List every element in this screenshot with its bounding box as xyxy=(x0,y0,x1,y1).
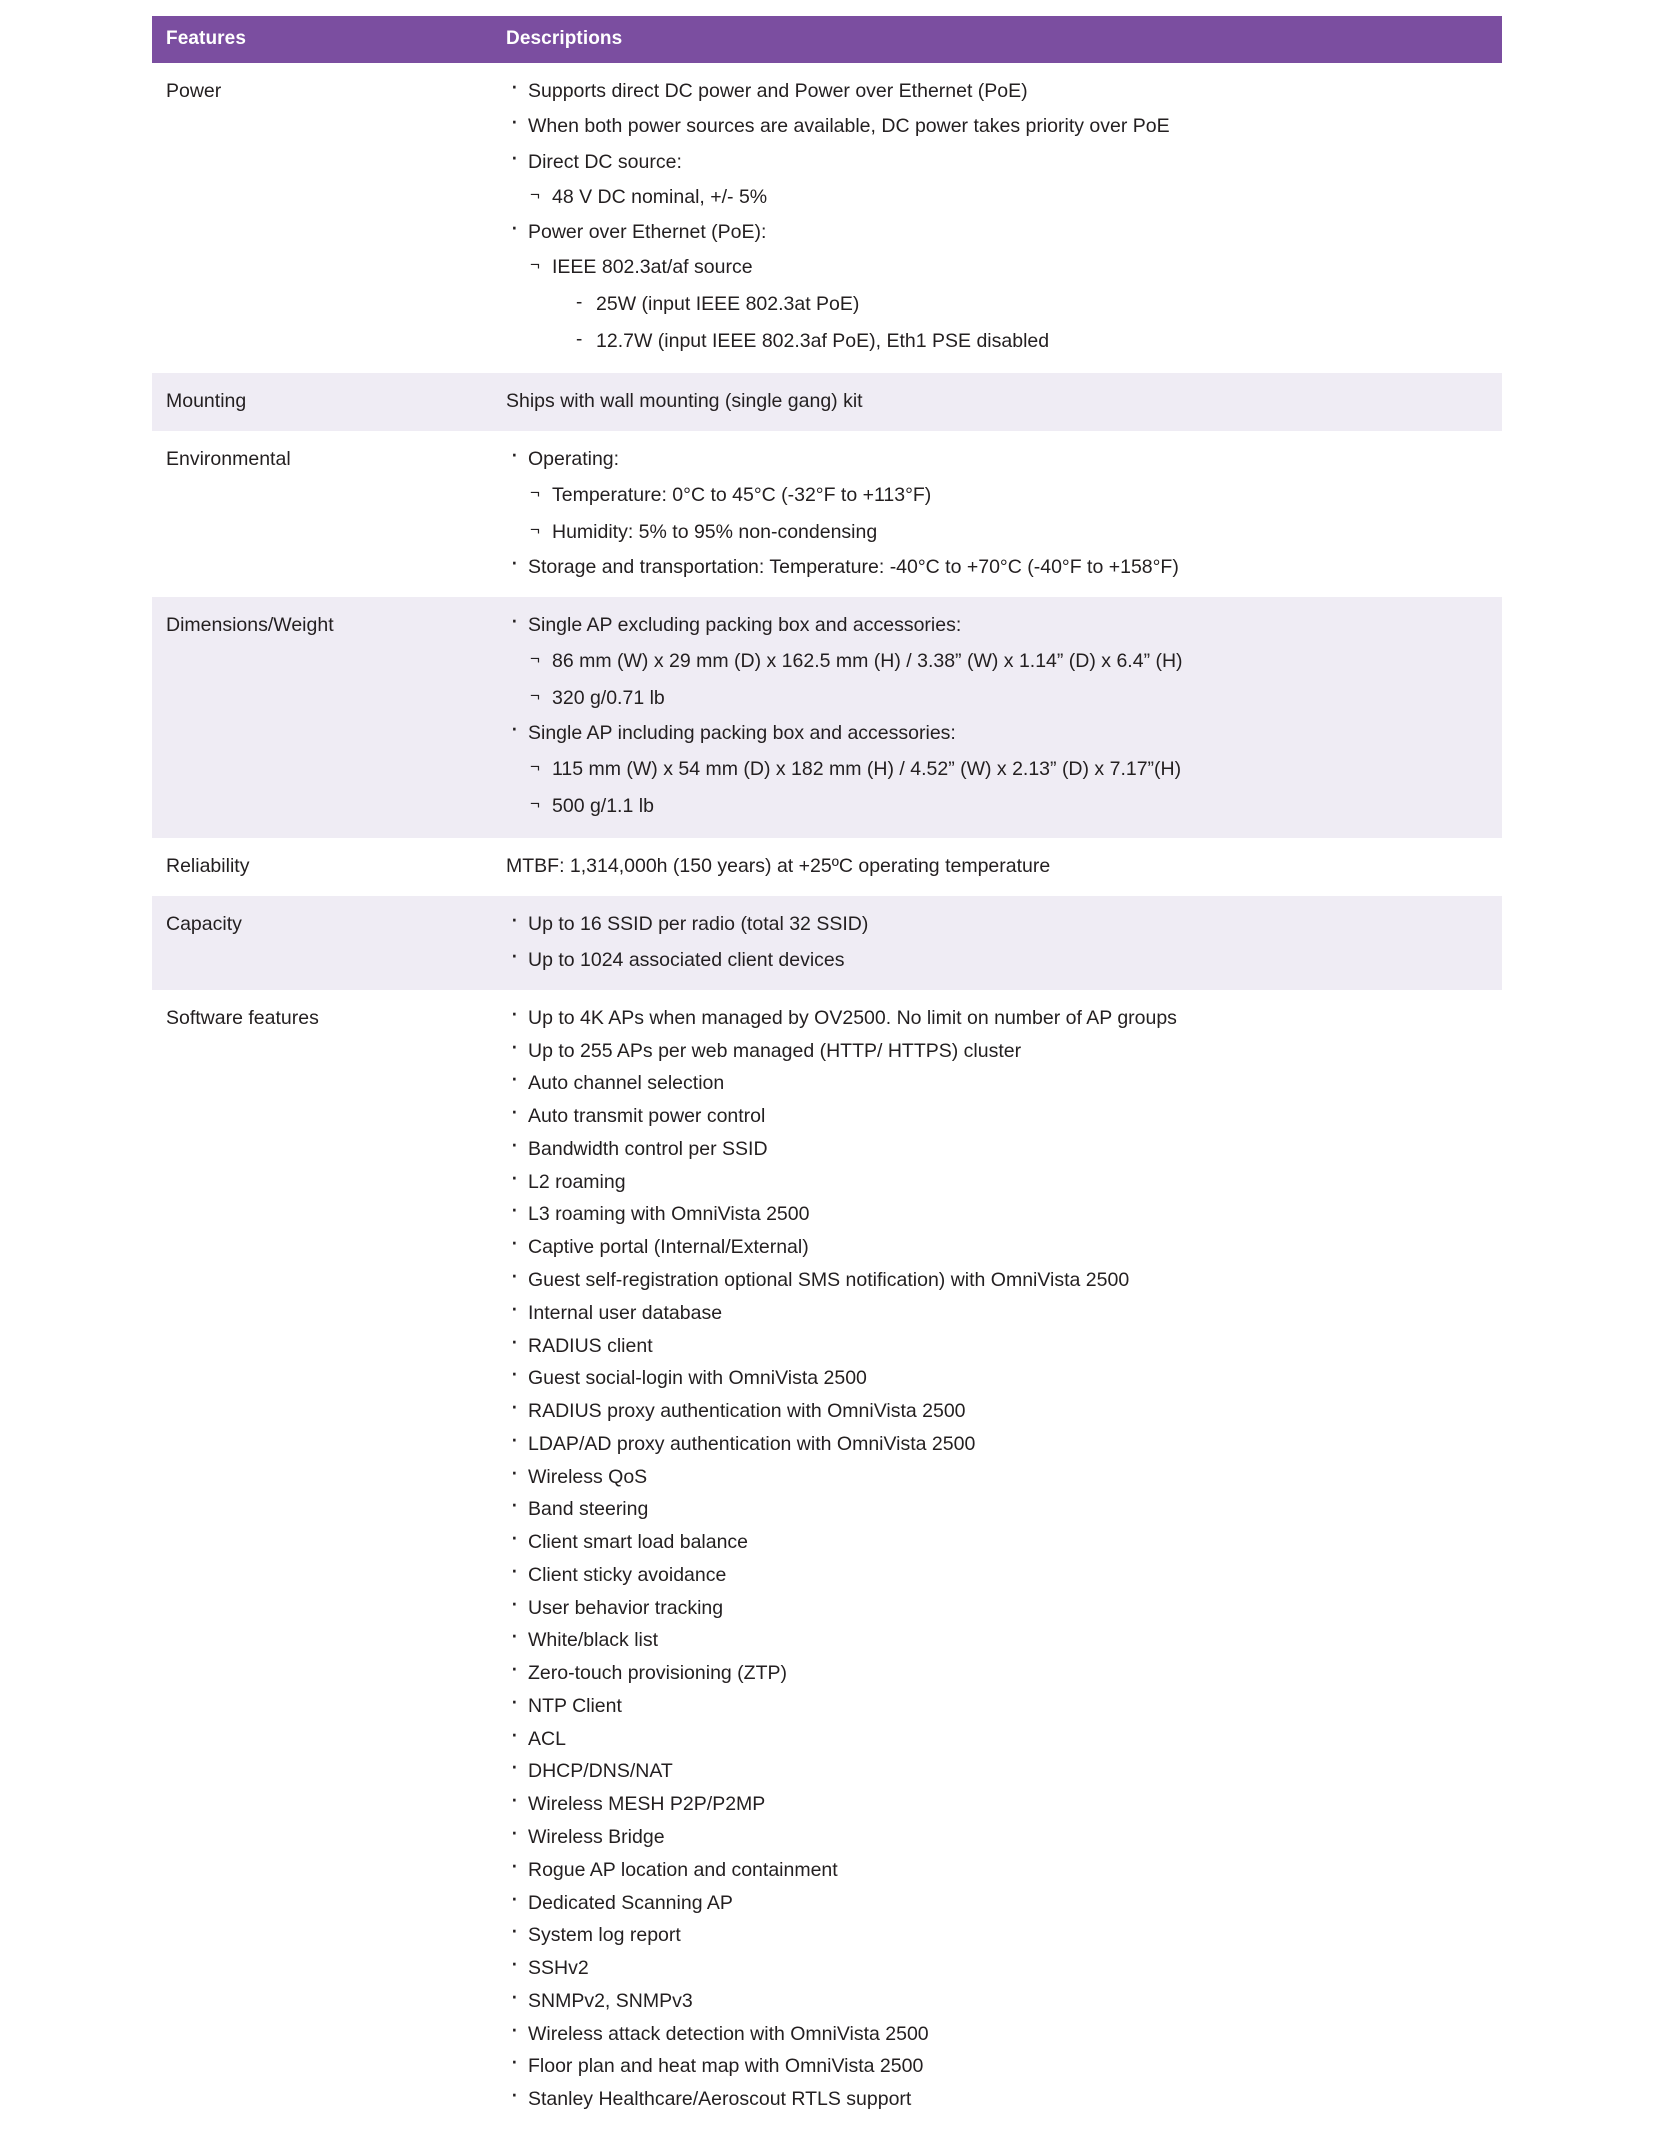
list-item xyxy=(506,1332,1488,1360)
list-item xyxy=(506,1594,1488,1622)
list-item-text: ¬ Temperature: 0°C to 45°C (-32°F to +113°F) xyxy=(552,481,931,509)
feature-cell: Dimensions/Weight xyxy=(152,597,492,838)
list-item-text: ¬ 115 mm (W) x 54 mm (D) x 182 mm (H) / 4.52” (W) x 2.13” (D) x 7.17”(H) xyxy=(552,755,1181,783)
list-item xyxy=(528,253,1488,355)
list-item xyxy=(506,1463,1488,1491)
list-item xyxy=(506,1430,1488,1458)
list-item-text: ¬ IEEE 802.3at/af source xyxy=(552,253,753,281)
list-item xyxy=(506,1626,1488,1654)
list-item xyxy=(506,1987,1488,2015)
table-row xyxy=(152,597,1502,838)
list-item xyxy=(506,1004,1488,1032)
feature-cell: Reliability xyxy=(152,838,492,896)
list-item-text: · RADIUS client xyxy=(528,1332,653,1360)
list-item-text: · Internal user database xyxy=(528,1299,722,1327)
table-row xyxy=(152,431,1502,597)
list-item-text: · Wireless MESH P2P/P2MP xyxy=(528,1790,765,1818)
list-item xyxy=(528,481,1488,509)
description-list-level-1 xyxy=(506,445,1488,581)
list-item xyxy=(552,290,1488,318)
list-item-text: · Floor plan and heat map with OmniVista 2500 xyxy=(528,2052,923,2080)
description-list-level-2 xyxy=(528,755,1488,821)
description-text: MTBF: 1,314,000h (150 years) at +25ºC operating temperature xyxy=(506,855,1051,878)
list-item xyxy=(506,77,1488,105)
list-item-text: · Dedicated Scanning AP xyxy=(528,1889,733,1917)
list-item-text: · Wireless Bridge xyxy=(528,1823,665,1851)
description-list-level-2 xyxy=(528,183,1488,211)
list-item-text: · User behavior tracking xyxy=(528,1594,723,1622)
list-item xyxy=(506,1364,1488,1392)
list-item-text: · When both power sources are available, DC power takes priority over PoE xyxy=(528,112,1170,140)
list-item xyxy=(506,1856,1488,1884)
list-item xyxy=(506,1921,1488,1949)
description-list-level-1 xyxy=(506,910,1488,974)
list-item xyxy=(506,910,1488,938)
list-item-text: · Wireless QoS xyxy=(528,1463,647,1491)
list-item xyxy=(506,1757,1488,1785)
list-item-text: · L2 roaming xyxy=(528,1168,626,1196)
list-item-text: · Single AP excluding packing box and accessories: xyxy=(528,611,961,639)
list-item xyxy=(506,218,1488,355)
list-item-text: · Single AP including packing box and accessories: xyxy=(528,719,956,747)
list-item xyxy=(506,1889,1488,1917)
list-item-text: ¬ 320 g/0.71 lb xyxy=(552,684,665,712)
list-item xyxy=(506,1233,1488,1261)
table-row xyxy=(152,63,1502,373)
list-item xyxy=(506,445,1488,546)
description-list-level-1 xyxy=(506,1004,1488,2114)
description-list-level-3 xyxy=(552,290,1488,356)
list-item-text: · NTP Client xyxy=(528,1692,622,1720)
list-item xyxy=(528,792,1488,820)
list-item xyxy=(506,1561,1488,1589)
list-item-text: · Guest self-registration optional SMS notification) with OmniVista 2500 xyxy=(528,1266,1129,1294)
list-item-text: · Band steering xyxy=(528,1495,648,1523)
list-item xyxy=(506,1528,1488,1556)
list-item-text: · Direct DC source: xyxy=(528,148,682,176)
table-row xyxy=(152,838,1502,896)
list-item-text: · Storage and transportation: Temperature: -40°C to +70°C (-40°F to +158°F) xyxy=(528,553,1179,581)
table-header xyxy=(152,16,1502,63)
list-item-text: · Power over Ethernet (PoE): xyxy=(528,218,766,246)
list-item xyxy=(528,755,1488,783)
list-item-text: · Captive portal (Internal/External) xyxy=(528,1233,809,1261)
list-item xyxy=(506,1725,1488,1753)
list-item xyxy=(506,1299,1488,1327)
list-item xyxy=(506,1659,1488,1687)
list-item xyxy=(506,1200,1488,1228)
list-item-text: · Supports direct DC power and Power over Ethernet (PoE) xyxy=(528,77,1028,105)
list-item xyxy=(506,553,1488,581)
list-item-text: · Auto channel selection xyxy=(528,1069,724,1097)
list-item-text: ¬ 500 g/1.1 lb xyxy=(552,792,654,820)
list-item-text: · Wireless attack detection with OmniVista 2500 xyxy=(528,2020,929,2048)
list-item-text: · SSHv2 xyxy=(528,1954,589,1982)
document-page xyxy=(0,16,1654,2134)
description-cell xyxy=(492,373,1502,431)
list-item xyxy=(506,1037,1488,1065)
list-item-text: · Bandwidth control per SSID xyxy=(528,1135,768,1163)
table-row xyxy=(152,990,1502,2134)
list-item xyxy=(506,1397,1488,1425)
list-item-text: · Stanley Healthcare/Aeroscout RTLS support xyxy=(528,2085,911,2113)
description-list-level-2 xyxy=(528,647,1488,713)
list-item-text: · LDAP/AD proxy authentication with OmniVista 2500 xyxy=(528,1430,975,1458)
list-item-text: · ACL xyxy=(528,1725,566,1753)
list-item-text: · SNMPv2, SNMPv3 xyxy=(528,1987,693,2015)
list-item xyxy=(506,2052,1488,2080)
list-item-text: ¬ 86 mm (W) x 29 mm (D) x 162.5 mm (H) / 3.38” (W) x 1.14” (D) x 6.4” (H) xyxy=(552,647,1183,675)
description-cell xyxy=(492,896,1502,990)
list-item xyxy=(506,1790,1488,1818)
list-item xyxy=(506,1495,1488,1523)
feature-cell: Environmental xyxy=(152,431,492,597)
list-item-text: · Guest social-login with OmniVista 2500 xyxy=(528,1364,867,1392)
list-item xyxy=(506,1069,1488,1097)
list-item xyxy=(528,518,1488,546)
list-item xyxy=(506,1102,1488,1130)
list-item xyxy=(506,1135,1488,1163)
list-item-text: ¬ 48 V DC nominal, +/- 5% xyxy=(552,183,767,211)
description-cell xyxy=(492,597,1502,838)
list-item-text: - 25W (input IEEE 802.3at PoE) xyxy=(596,290,859,318)
list-item xyxy=(506,1266,1488,1294)
list-item xyxy=(506,1692,1488,1720)
list-item xyxy=(506,148,1488,212)
description-list-level-2 xyxy=(528,481,1488,547)
list-item-text: · Client sticky avoidance xyxy=(528,1561,726,1589)
table-body xyxy=(152,63,1502,2134)
list-item xyxy=(552,327,1488,355)
list-item xyxy=(528,647,1488,675)
list-item-text: ¬ Humidity: 5% to 95% non-condensing xyxy=(552,518,877,546)
description-list-level-1 xyxy=(506,77,1488,355)
list-item-text: · DHCP/DNS/NAT xyxy=(528,1757,673,1785)
list-item xyxy=(506,1168,1488,1196)
list-item xyxy=(506,2085,1488,2113)
list-item xyxy=(528,684,1488,712)
list-item-text: · White/black list xyxy=(528,1626,658,1654)
description-text: Ships with wall mounting (single gang) kit xyxy=(506,390,863,413)
description-cell xyxy=(492,838,1502,896)
column-header-features: Features xyxy=(152,16,492,63)
list-item xyxy=(506,946,1488,974)
list-item-text: · Up to 4K APs when managed by OV2500. No limit on number of AP groups xyxy=(528,1004,1177,1032)
feature-cell: Software features xyxy=(152,990,492,2134)
list-item-text: · L3 roaming with OmniVista 2500 xyxy=(528,1200,809,1228)
list-item xyxy=(506,2020,1488,2048)
list-item-text: · System log report xyxy=(528,1921,681,1949)
description-cell xyxy=(492,431,1502,597)
list-item xyxy=(506,1823,1488,1851)
list-item-text: · Rogue AP location and containment xyxy=(528,1856,838,1884)
list-item-text: · Zero-touch provisioning (ZTP) xyxy=(528,1659,787,1687)
specifications-table xyxy=(152,16,1502,2134)
list-item xyxy=(506,1954,1488,1982)
description-cell xyxy=(492,990,1502,2134)
description-list-level-2 xyxy=(528,253,1488,355)
list-item-text: · Up to 255 APs per web managed (HTTP/ HTTPS) cluster xyxy=(528,1037,1021,1065)
list-item-text: · RADIUS proxy authentication with OmniVista 2500 xyxy=(528,1397,966,1425)
list-item-text: · Up to 1024 associated client devices xyxy=(528,946,845,974)
feature-cell: Capacity xyxy=(152,896,492,990)
list-item xyxy=(506,719,1488,820)
list-item xyxy=(528,183,1488,211)
feature-cell: Mounting xyxy=(152,373,492,431)
list-item-text: · Operating: xyxy=(528,445,619,473)
list-item-text: · Up to 16 SSID per radio (total 32 SSID) xyxy=(528,910,868,938)
list-item-text: · Client smart load balance xyxy=(528,1528,748,1556)
list-item xyxy=(506,611,1488,712)
table-row xyxy=(152,896,1502,990)
description-list-level-1 xyxy=(506,611,1488,820)
description-cell xyxy=(492,63,1502,373)
list-item-text: - 12.7W (input IEEE 802.3af PoE), Eth1 PSE disabled xyxy=(596,327,1049,355)
table-header-row xyxy=(152,16,1502,63)
list-item xyxy=(506,112,1488,140)
column-header-descriptions: Descriptions xyxy=(492,16,1502,63)
table-row xyxy=(152,373,1502,431)
list-item-text: · Auto transmit power control xyxy=(528,1102,765,1130)
feature-cell: Power xyxy=(152,63,492,373)
